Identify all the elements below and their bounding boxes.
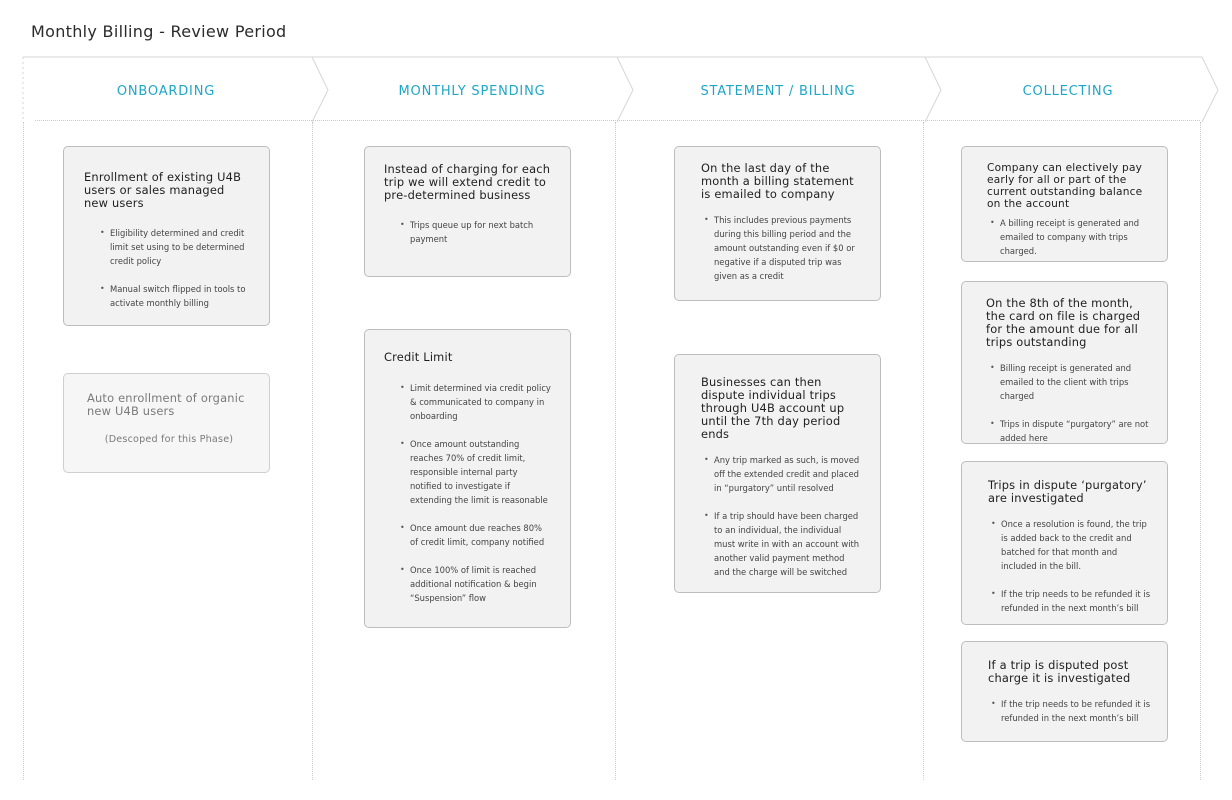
list-item: • Limit determined via credit policy & communicated to company in onboarding xyxy=(410,381,552,423)
list-item: • Manual switch flipped in tools to activate monthly billing xyxy=(110,282,251,310)
bullet-list xyxy=(701,213,862,283)
list-item: • Once amount outstanding reaches 70% of credit limit, responsible internal party notified to investigate if extending the limit is reasonable xyxy=(410,437,552,507)
lane-divider xyxy=(1200,122,1201,780)
list-item: • Eligibility determined and credit limit set using to be determined credit policy xyxy=(110,226,251,268)
bullet-list xyxy=(988,517,1151,615)
bullet-list xyxy=(988,697,1151,725)
phase-monthly-spending: MONTHLY SPENDING xyxy=(398,84,546,99)
list-item: • Billing receipt is generated and emailed to the client with trips charged xyxy=(1000,361,1149,403)
list-item: • Once 100% of limit is reached additional notification & begin “Suspension” flow xyxy=(410,563,552,605)
card-billing-statement xyxy=(674,146,881,301)
card-heading: Auto enrollment of organic new U4B users xyxy=(87,391,245,418)
phase-collecting: COLLECTING xyxy=(1022,84,1114,99)
lane-divider xyxy=(35,120,1200,121)
lane-divider xyxy=(23,122,24,780)
card-enrollment xyxy=(63,146,270,326)
card-heading: Trips in dispute ‘purgatory’ are investigated xyxy=(988,478,1147,505)
bullet-list xyxy=(384,218,552,246)
descoped-note: (Descoped for this Phase) xyxy=(104,434,234,445)
list-item: • Once amount due reaches 80% of credit limit, company notified xyxy=(410,521,552,549)
card-post-charge-dispute xyxy=(961,641,1168,742)
phase-onboarding: ONBOARDING xyxy=(116,84,216,99)
list-item: • This includes previous payments during this billing period and the amount outstanding even if $0 or negative if a disputed trip was given as a credit xyxy=(714,213,862,283)
card-heading: Businesses can then dispute individual trips through U4B account up until the 7th day period ends xyxy=(701,375,845,441)
bullet-list xyxy=(986,361,1149,445)
card-dispute-trips xyxy=(674,354,881,593)
list-item: • Trips queue up for next batch payment xyxy=(410,218,552,246)
card-heading: If a trip is disputed post charge it is investigated xyxy=(988,658,1131,685)
card-extend-credit xyxy=(364,146,571,277)
list-item: • Trips in dispute “purgatory” are not added here xyxy=(1000,417,1149,445)
card-heading: Credit Limit xyxy=(384,350,453,364)
card-heading: Enrollment of existing U4B users or sales managed new users xyxy=(84,170,242,210)
bullet-list xyxy=(84,226,251,310)
phase-statement-billing: STATEMENT / BILLING xyxy=(700,84,856,99)
card-heading: Company can electively pay early for all or part of the current outstanding balance on the account xyxy=(987,162,1143,210)
lane-divider xyxy=(615,122,616,780)
card-purgatory-investigation xyxy=(961,461,1168,625)
list-item: • If the trip needs to be refunded it is refunded in the next month’s bill xyxy=(1001,697,1151,725)
card-heading: Instead of charging for each trip we will extend credit to pre-determined business xyxy=(384,162,551,202)
list-item: • Once a resolution is found, the trip is added back to the credit and batched for that month and included in the bill. xyxy=(1001,517,1151,573)
card-early-payment xyxy=(961,146,1168,262)
phase-chevrons xyxy=(0,0,1232,130)
list-item: • A billing receipt is generated and emailed to company with trips charged. xyxy=(1000,216,1151,258)
bullet-list xyxy=(701,453,862,579)
bullet-list xyxy=(384,381,552,605)
page-title: Monthly Billing - Review Period xyxy=(31,22,287,41)
card-card-charged xyxy=(961,281,1168,444)
list-item: • If the trip needs to be refunded it is refunded in the next month’s bill xyxy=(1001,587,1151,615)
card-auto-enrollment xyxy=(63,373,270,473)
card-credit-limit xyxy=(364,329,571,628)
bullet-list xyxy=(987,216,1151,258)
lane-divider xyxy=(312,122,313,780)
list-item: • If a trip should have been charged to an individual, the individual must write in with an account with another valid payment method and the charge will be switched xyxy=(714,509,862,579)
card-heading: On the last day of the month a billing statement is emailed to company xyxy=(701,161,854,201)
lane-divider xyxy=(923,122,924,780)
card-heading: On the 8th of the month, the card on file is charged for the amount due for all trips outstanding xyxy=(986,296,1141,349)
list-item: • Any trip marked as such, is moved off the extended credit and placed in “purgatory” until resolved xyxy=(714,453,862,495)
